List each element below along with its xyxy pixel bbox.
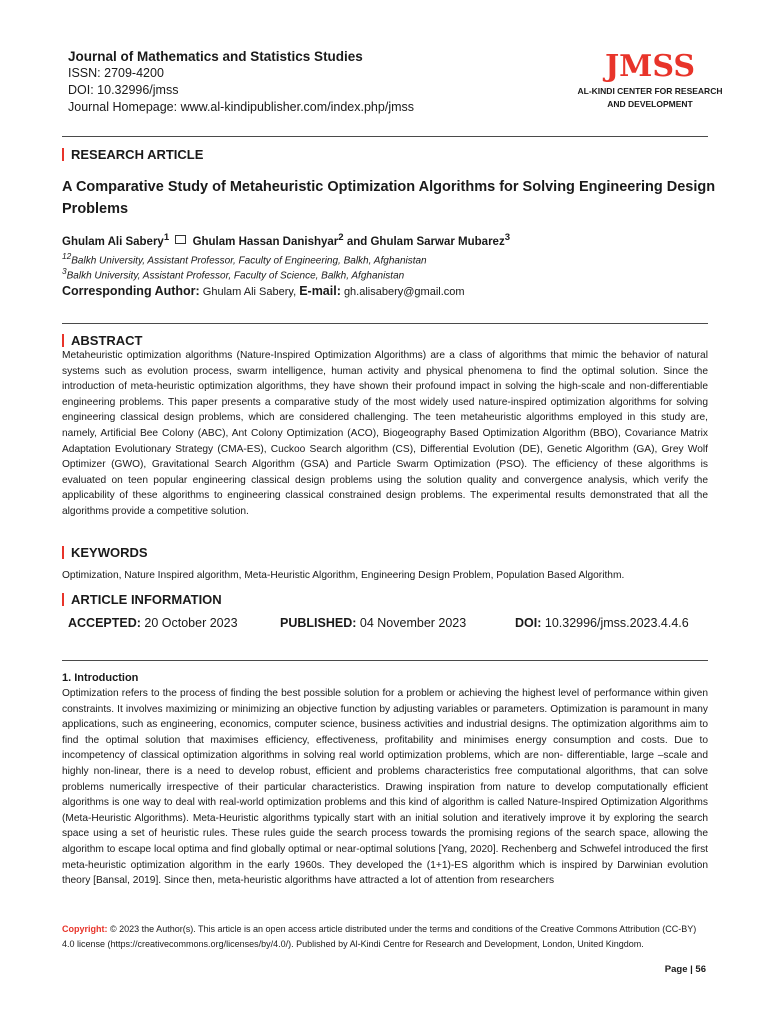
doi-value[interactable]: 10.32996/jmss.2023.4.4.6: [544, 616, 689, 630]
journal-title: Journal of Mathematics and Statistics Studies: [68, 49, 363, 64]
accepted-value: 20 October 2023: [144, 616, 238, 630]
copyright-label: Copyright:: [62, 924, 108, 934]
paper-title: A Comparative Study of Metaheuristic Optimization Algorithms for Solving Engineering Design Problems: [62, 179, 716, 217]
logo-subtitle-2: AND DEVELOPMENT: [607, 99, 693, 109]
affiliation-1-sup: 12: [62, 251, 72, 261]
author-list: [62, 232, 510, 248]
accent-bar: [62, 148, 64, 161]
accepted-date: [68, 616, 238, 630]
accent-bar: [62, 546, 64, 559]
corresponding-name: Ghulam Ali Sabery,: [202, 286, 297, 298]
abstract-text: Metaheuristic optimization algorithms (Nature-Inspired Optimization Algorithms) are a class of algorithms that mimic the behavior of natural systems such as evolution process, swarm intelligence, human activity and physical phenomena to find the optimal solution. Since the introduction of meta-heuristic optimization algorithms, they have shown their profound impact in solving the high-scale and non-differentiable engineering problems. This paper presents a comparative study of the most widely used nature-inspired optimization algorithms for solving engineering classical design problems, which are considered challenging. The teen metaheuristic algorithms employed in this study are, namely, Artificial Bee Colony (ABC), Ant Colony Optimization (ACO), Biogeography Based Optimization Algorithm (BBO), Covariance Matrix Adaptation Evolutionary Strategy (CMA-ES), Cuckoo Search algorithm (CS), Differential Evolution (DE), Genetic Algorithm (GA), Grey Wolf Optimizer (GWO), Gravitational Search Algorithm (GSA) and Particle Swarm Optimization (PSO). The efficiency of these algorithms is evaluated on teen popular engineering classical design problems using the solution quality and convergence analysis, which verify the applicability of these algorithms to engineering classical constrained design problems. The experimental results demonstrated that all the algorithms provide a competitive solution.: [62, 350, 708, 517]
affiliation-2-text: Balkh University, Assistant Professor, Faculty of Science, Balkh, Afghanistan: [66, 270, 405, 282]
body-divider: [62, 660, 708, 661]
affiliation-2-sup: 3: [62, 266, 67, 276]
corresponding-author: Corresponding Author: Ghulam Ali Sabery, E-mail: gh.alisabery@gmail.com: [62, 284, 465, 298]
copyright-notice: [62, 922, 708, 953]
abstract-heading: [62, 333, 143, 348]
affiliation-1-text: Balkh University, Assistant Professor, Faculty of Engineering, Balkh, Afghanistan: [71, 255, 427, 267]
email-label: E-mail: [299, 284, 337, 298]
published-date: [280, 616, 466, 630]
published-value: 04 November 2023: [359, 616, 467, 630]
logo-subtitle-1: AL-KINDI CENTER FOR RESEARCH: [577, 86, 723, 96]
abstract-heading-label: ABSTRACT: [71, 333, 143, 348]
journal-header: [68, 48, 414, 116]
author-2-sup: 2: [338, 232, 344, 243]
accent-bar: [62, 334, 64, 347]
page-number: Page | 56: [664, 964, 706, 975]
accent-bar: [62, 593, 64, 606]
article-type-label: RESEARCH ARTICLE: [71, 147, 204, 162]
journal-doi: DOI: 10.32996/jmss: [68, 83, 179, 97]
logo-text: JMSS: [604, 49, 696, 84]
journal-issn: ISSN: 2709-4200: [68, 66, 164, 80]
jmss-logo: [566, 50, 734, 110]
affiliation-1: [62, 251, 427, 266]
article-doi: [515, 616, 689, 630]
author-1-sup: 1: [163, 232, 170, 243]
author-3-sup: 3: [504, 232, 511, 243]
author-1: Ghulam Ali Sabery: [62, 235, 164, 248]
author-3: Ghulam Sarwar Mubarez: [370, 235, 505, 248]
corresponding-email[interactable]: gh.alisabery@gmail.com: [343, 286, 465, 298]
article-info-heading-label: ARTICLE INFORMATION: [71, 592, 222, 607]
copyright-text: © 2023 the Author(s). This article is an open access article distributed under the terms and conditions of the Creative Commons Attribution (CC-BY) 4.0 license (https://creativecommons.org/licenses/by/4.0/). Published by Al-Kindi Centre for Research and Development, London, United Kingdom.: [62, 924, 697, 950]
keywords-text: Optimization, Nature Inspired algorithm, Meta-Heuristic Algorithm, Engineering Design Problem, Population Based Algorithm.: [62, 570, 625, 581]
affiliation-2: [62, 266, 404, 281]
accepted-label: ACCEPTED:: [68, 616, 141, 630]
author-2: Ghulam Hassan Danishyar: [192, 235, 339, 248]
doi-label: DOI:: [515, 616, 542, 630]
author-and: and: [346, 235, 368, 248]
intro-text: Optimization refers to the process of finding the best possible solution for a problem or achieving the highest level of performance within given constraints. It involves maximizing or minimizing an objective function by adjusting variables or parameters. Optimization is paramount in many applications, such as engineering, economics, computer science, business activities and industrial designs. The optimization algorithms aim to find the optimal solution that maximises efficiency, effectiveness, profitability and minimises energy consumption and costs. Due to incompetency of classical optimization algorithms in solving real world optimization problems, which are non- differentiable, large –scale and highly non-linear, there is a need to develop robust, efficient and problems characteristics free computational algorithms, that can solve problems numerically irrespective of their particular characteristics. Drawing inspiration from nature to develop computationally efficient algorithms is one way to deal with real-world optimization problems and this kind of algorithm is called Nature-Inspired Optimization Algorithms (Meta-Heuristic Algorithms). Meta-Heuristic algorithms typically start with an initial solution and iteratively improve it by exploring the search space using a set of heuristic rules. These rules guide the search process towards the promising regions of the search space, allowing the algorithm to escape local optima and find globally optimal or near-optimal solutions [Yang, 2020]. Rechenberg and Schwefel introduced the first meta-heuristic optimization algorithm in the early 1960s. They developed the (1+1)-ES algorithm which is inspired by Darwinian evolution theory [Bansal, 2019]. Since then, meta-heuristic algorithms have attracted a lot of attention from researchers: [62, 688, 708, 887]
article-type: [62, 147, 203, 162]
journal-homepage[interactable]: Journal Homepage: www.al-kindipublisher.com/index.php/jmss: [68, 100, 415, 114]
abstract-divider: [62, 323, 708, 324]
header-divider: [62, 136, 708, 137]
intro-heading: 1. Introduction: [62, 672, 139, 684]
envelope-icon[interactable]: [175, 235, 186, 244]
corresponding-label: Corresponding Author:: [62, 284, 200, 298]
keywords-heading: [62, 545, 148, 560]
keywords-heading-label: KEYWORDS: [71, 545, 148, 560]
article-info-heading: [62, 592, 222, 607]
published-label: PUBLISHED:: [280, 616, 357, 630]
